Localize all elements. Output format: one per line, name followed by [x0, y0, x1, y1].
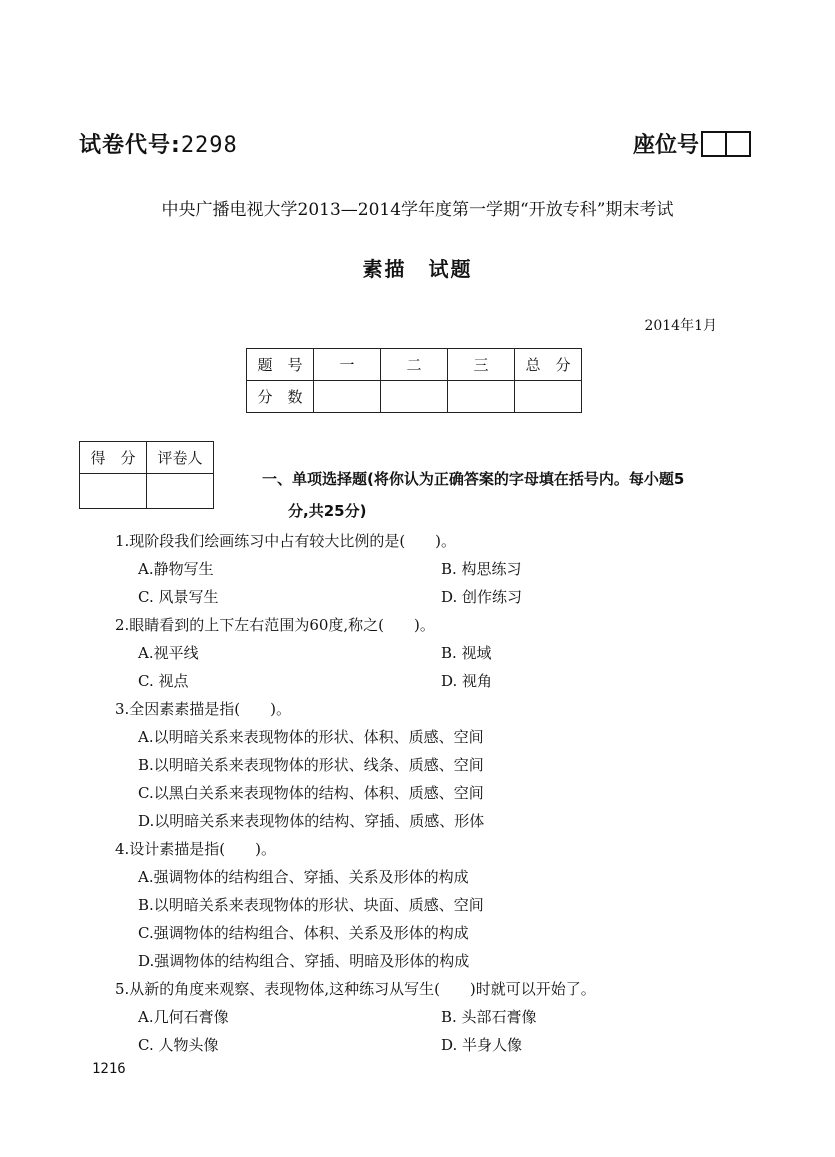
- option-b: B.以明暗关系来表现物体的形状、块面、质感、空间: [138, 896, 484, 914]
- seat-number: [633, 128, 751, 159]
- question-stem: 1.现阶段我们绘画练习中占有较大比例的是( )。: [115, 532, 457, 550]
- exam-title: 素描 试题: [362, 257, 473, 281]
- score-cell: 三: [448, 349, 515, 381]
- score-cell: 题 号: [247, 349, 314, 381]
- grader-name-cell[interactable]: [147, 474, 214, 509]
- option-a: A.静物写生: [138, 560, 214, 578]
- section-title-line1: 一、单项选择题(将你认为正确答案的字母填在括号内。每小题5: [262, 470, 685, 488]
- option-b: B. 头部石膏像: [441, 1008, 537, 1026]
- grader-score-cell[interactable]: [80, 474, 147, 509]
- seat-box-2[interactable]: [725, 133, 749, 155]
- option-b: B. 构思练习: [441, 560, 522, 578]
- score-cell: 二: [381, 349, 448, 381]
- question-stem: 4.设计素描是指( )。: [115, 840, 277, 858]
- option-c: C. 风景写生: [138, 588, 219, 606]
- option-a: A.视平线: [138, 644, 199, 662]
- option-d: D. 半身人像: [441, 1036, 523, 1054]
- seat-box-1[interactable]: [703, 133, 725, 155]
- page-number: 1216: [92, 1061, 126, 1077]
- option-d: D. 创作练习: [441, 588, 523, 606]
- option-d: D. 视角: [441, 672, 493, 690]
- score-table: [246, 348, 582, 413]
- score-cell: 总 分: [515, 349, 582, 381]
- institution-line: 中央广播电视大学2013—2014学年度第一学期“开放专科”期末考试: [161, 200, 674, 220]
- seat-number-boxes[interactable]: [701, 131, 751, 157]
- option-c: C.以黑白关系来表现物体的结构、体积、质感、空间: [138, 784, 484, 802]
- score-cell: 分 数: [247, 381, 314, 413]
- option-d: D.强调物体的结构组合、穿插、明暗及形体的构成: [138, 952, 470, 970]
- option-b: B. 视域: [441, 644, 492, 662]
- score-cell[interactable]: [515, 381, 582, 413]
- question-stem: 3.全因素素描是指( )。: [115, 700, 292, 718]
- exam-date: 2014年1月: [644, 318, 717, 334]
- seat-number-label: 座位号: [632, 133, 699, 158]
- option-b: B.以明暗关系来表现物体的形状、线条、质感、空间: [138, 756, 484, 774]
- score-cell[interactable]: [314, 381, 381, 413]
- option-a: A.强调物体的结构组合、穿插、关系及形体的构成: [138, 868, 469, 886]
- option-a: A.几何石膏像: [138, 1008, 229, 1026]
- question-stem: 5.从新的角度来观察、表现物体,这种练习从写生( )时就可以开始了。: [115, 980, 596, 998]
- score-table-header-row: [247, 349, 582, 381]
- grader-header-row: [80, 442, 214, 474]
- option-a: A.以明暗关系来表现物体的形状、体积、质感、空间: [138, 728, 484, 746]
- option-c: C.强调物体的结构组合、体积、关系及形体的构成: [138, 924, 469, 942]
- option-c: C. 视点: [138, 672, 189, 690]
- question-stem: 2.眼睛看到的上下左右范围为60度,称之( )。: [115, 616, 435, 634]
- option-d: D.以明暗关系来表现物体的结构、穿插、质感、形体: [138, 812, 485, 830]
- score-table-value-row: [247, 381, 582, 413]
- exam-code-label: 试卷代号:: [79, 133, 181, 158]
- grader-input-row: [80, 474, 214, 509]
- exam-code-value: 2298: [180, 133, 238, 158]
- score-cell[interactable]: [448, 381, 515, 413]
- section-title: [262, 463, 762, 527]
- grader-name-header: 评卷人: [147, 442, 214, 474]
- score-cell[interactable]: [381, 381, 448, 413]
- section-title-line2: 分,共25分): [288, 502, 367, 520]
- exam-code: [79, 128, 238, 159]
- score-cell: 一: [314, 349, 381, 381]
- grader-score-header: 得 分: [80, 442, 147, 474]
- option-c: C. 人物头像: [138, 1036, 219, 1054]
- grader-table: [79, 441, 214, 509]
